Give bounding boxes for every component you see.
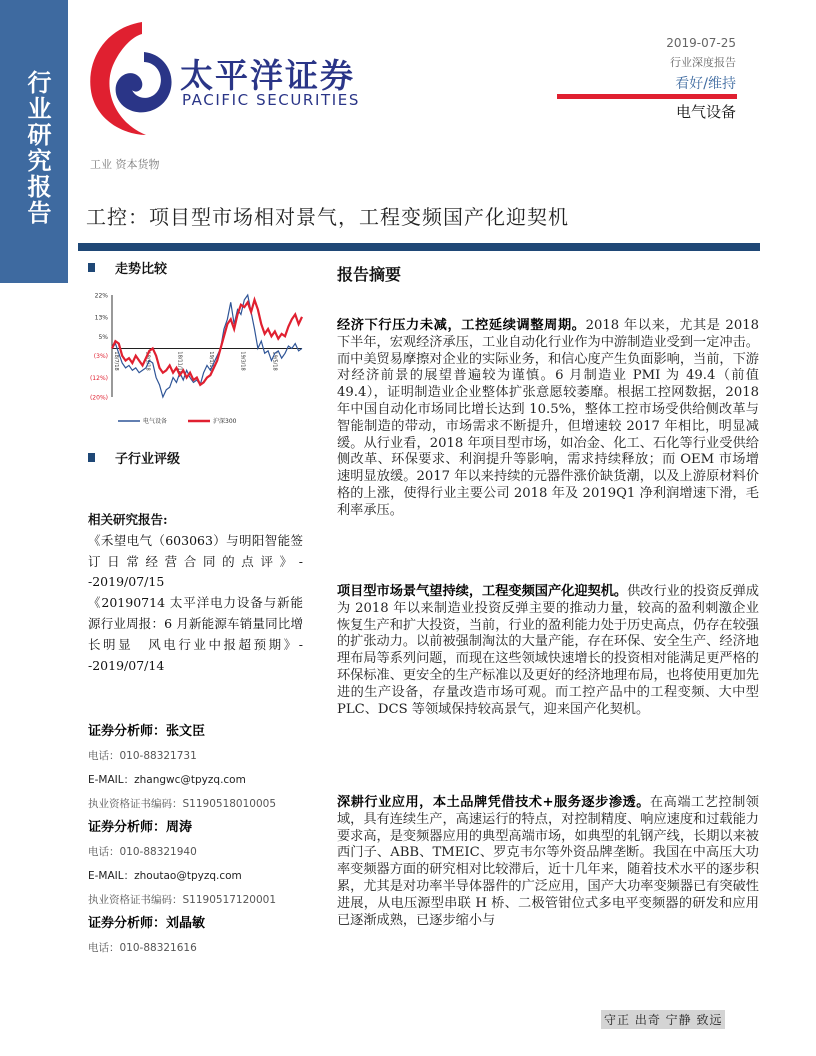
- legend-label: 沪深300: [213, 418, 237, 425]
- summary-paragraph: [337, 795, 759, 929]
- y-tick-label: 22%: [94, 292, 108, 300]
- analyst-email[interactable]: E-MAIL：zhoutao@tpyzq.com: [88, 870, 242, 882]
- paragraph-lead: 深耕行业应用，本土品牌凭借技术+服务逐步渗透。: [337, 795, 650, 810]
- logo-chinese-name: 太平洋证券: [180, 56, 355, 95]
- x-tick-label: 18/9/18: [144, 351, 151, 371]
- x-tick-label: 19/3/18: [239, 351, 246, 371]
- report-meta: [666, 33, 736, 95]
- rating: 看好/维持: [675, 76, 736, 92]
- report-date: 2019-07-25: [666, 36, 736, 50]
- summary-heading: 报告摘要: [337, 265, 402, 284]
- sub-heading-text: 子行业评级: [115, 452, 181, 467]
- paragraph-body: 在高端工艺控制领域，具有连续生产，高速运行的特点，对控制精度、响应速度和过载能力要求高，是变频器应用的典型高端市场，如典型的轧钢产线，长期以来被西门子、ABB、TMEIC、罗克韦尔等外资品牌垄断。我国在中高压大功率变频器方面的研究相对比较滞后，近十几年来，随着技术水平的逐步积累，尤其是对功率半导体器件的广泛应用，国产大功率变频器已有突破性进展，从电压源型串联 H 桥、二极管钳位式多电平变频器的研发和应用已逐渐成熟，已逐步缩小与: [337, 795, 759, 928]
- related-report-link[interactable]: 《禾望电气（603063）与明阳智能签订日常经营合同的点评》--2019/07/15: [88, 532, 303, 590]
- paragraph-lead: 项目型市场景气望持续，工程变频国产化迎契机。: [337, 584, 628, 599]
- trend-heading-text: 走势比较: [115, 262, 168, 277]
- trend-chart: [80, 285, 320, 430]
- analyst-cert: 执业资格证书编码：S1190518010005: [88, 798, 277, 810]
- analyst-email[interactable]: E-MAIL：zhangwc@tpyzq.com: [88, 774, 246, 786]
- x-tick-label: 19/5/18: [271, 351, 278, 371]
- header-divider: [557, 94, 737, 99]
- analyst-phone: 电话：010-88321616: [88, 942, 197, 954]
- bullet-square-icon: [88, 453, 95, 462]
- series-line-0: [112, 295, 302, 397]
- x-tick-label: 19/1/18: [208, 351, 214, 371]
- analyst-block: [88, 720, 308, 960]
- related-report-link[interactable]: 《20190714 太平洋电力设备与新能源行业周报：6 月新能源车销量同比增长明显 风电行业中报超预期》--2019/07/14: [88, 595, 303, 673]
- logo-mark-icon: [84, 18, 176, 136]
- sector-label: 工业 资本货物: [90, 158, 160, 171]
- analyst-phone: 电话：010-88321731: [88, 750, 197, 762]
- paragraph-body: 供改行业的投资反弹成为 2018 年以来制造业投资反弹主要的推动力量，较高的盈利刺激企业恢复生产和扩大投资，当前，行业的盈利能力处于历史高点，仍存在较强的扩张动力。以前被强制淘汰的大量产能，存在环保、安全生产、经济地理布局等系列问题，而现在这些领域快速增长的投资相对能满足更严格的环保标准、更安全的生产标准以及更好的经济地理布局，也将使用更加先进的生产设备，存量改造市场可观。而工控产品中的工程变频、大中型 PLC、DCS 等领域保持较高景气，迎来国产化契机。: [337, 584, 759, 717]
- report-type: 行业深度报告: [670, 56, 736, 69]
- related-reports: [88, 510, 303, 676]
- y-tick-label: (12%): [89, 375, 108, 383]
- y-tick-label: 5%: [98, 333, 108, 341]
- x-tick-label: 18/7/18: [113, 351, 119, 371]
- footer-motto: 守正 出奇 宁静 致远: [601, 1010, 725, 1029]
- logo-english-name: PACIFIC SECURITIES: [182, 91, 360, 109]
- x-tick-label: 18/11/18: [176, 351, 183, 374]
- trend-heading: [88, 258, 167, 277]
- analyst-name: 证券分析师：张文臣: [88, 724, 206, 739]
- report-category-banner: 行业研究报告: [0, 0, 68, 283]
- related-heading: 相关研究报告:: [88, 512, 168, 527]
- analyst-phone: 电话：010-88321940: [88, 846, 197, 858]
- analyst-name: 证券分析师：刘晶敏: [88, 916, 206, 931]
- bullet-square-icon: [88, 263, 95, 272]
- y-tick-label: (20%): [89, 394, 108, 402]
- summary-paragraph: [337, 584, 759, 718]
- paragraph-lead: 经济下行压力未减，工控延续调整周期。: [337, 318, 586, 333]
- sub-industry-heading: [88, 448, 180, 467]
- legend-label: 电气设备: [143, 418, 168, 425]
- page-title: 工控：项目型市场相对景气，工程变频国产化迎契机: [86, 205, 569, 229]
- y-tick-label: 13%: [94, 314, 108, 322]
- analyst-cert: 执业资格证书编码：S1190517120001: [88, 894, 277, 906]
- y-tick-label: (3%): [93, 353, 108, 361]
- analyst-name: 证券分析师：周涛: [88, 820, 193, 835]
- summary-paragraph: [337, 318, 759, 520]
- paragraph-body: 2018 年以来，尤其是 2018 下半年，宏观经济承压，工业自动化行业作为中游制造业受到一定冲击。而中美贸易摩擦对企业的实际业务，和信心度产生负面影响，当前，下游对经济前景的展望普遍较为谨慎。6 月制造业 PMI 为 49.4（前值 49.4），证明制造业企业整体扩张意愿较萎靡。根据工控网数据，2018 年中国自动化市场同比增长达到 10.5%，整体工控市场受供给侧改革与智能制造的带动，市场需求不断提升，但增速较 2017 年相比，明显减缓。从行业看，2018 年项目型市场，如冶金、化工、石化等行业受供给侧改革、环保要求、利润提升等影响，需求持续释放；而 OEM 市场增速明显放缓。2017 年以来持续的元器件涨价缺货潮，以及上游原材料价格的上涨，使得行业主要公司 2018 年及 2019Q1 净利润增速下滑，毛利率承压。: [337, 318, 759, 518]
- industry-label: 电气设备: [675, 103, 736, 121]
- title-divider: [78, 243, 760, 251]
